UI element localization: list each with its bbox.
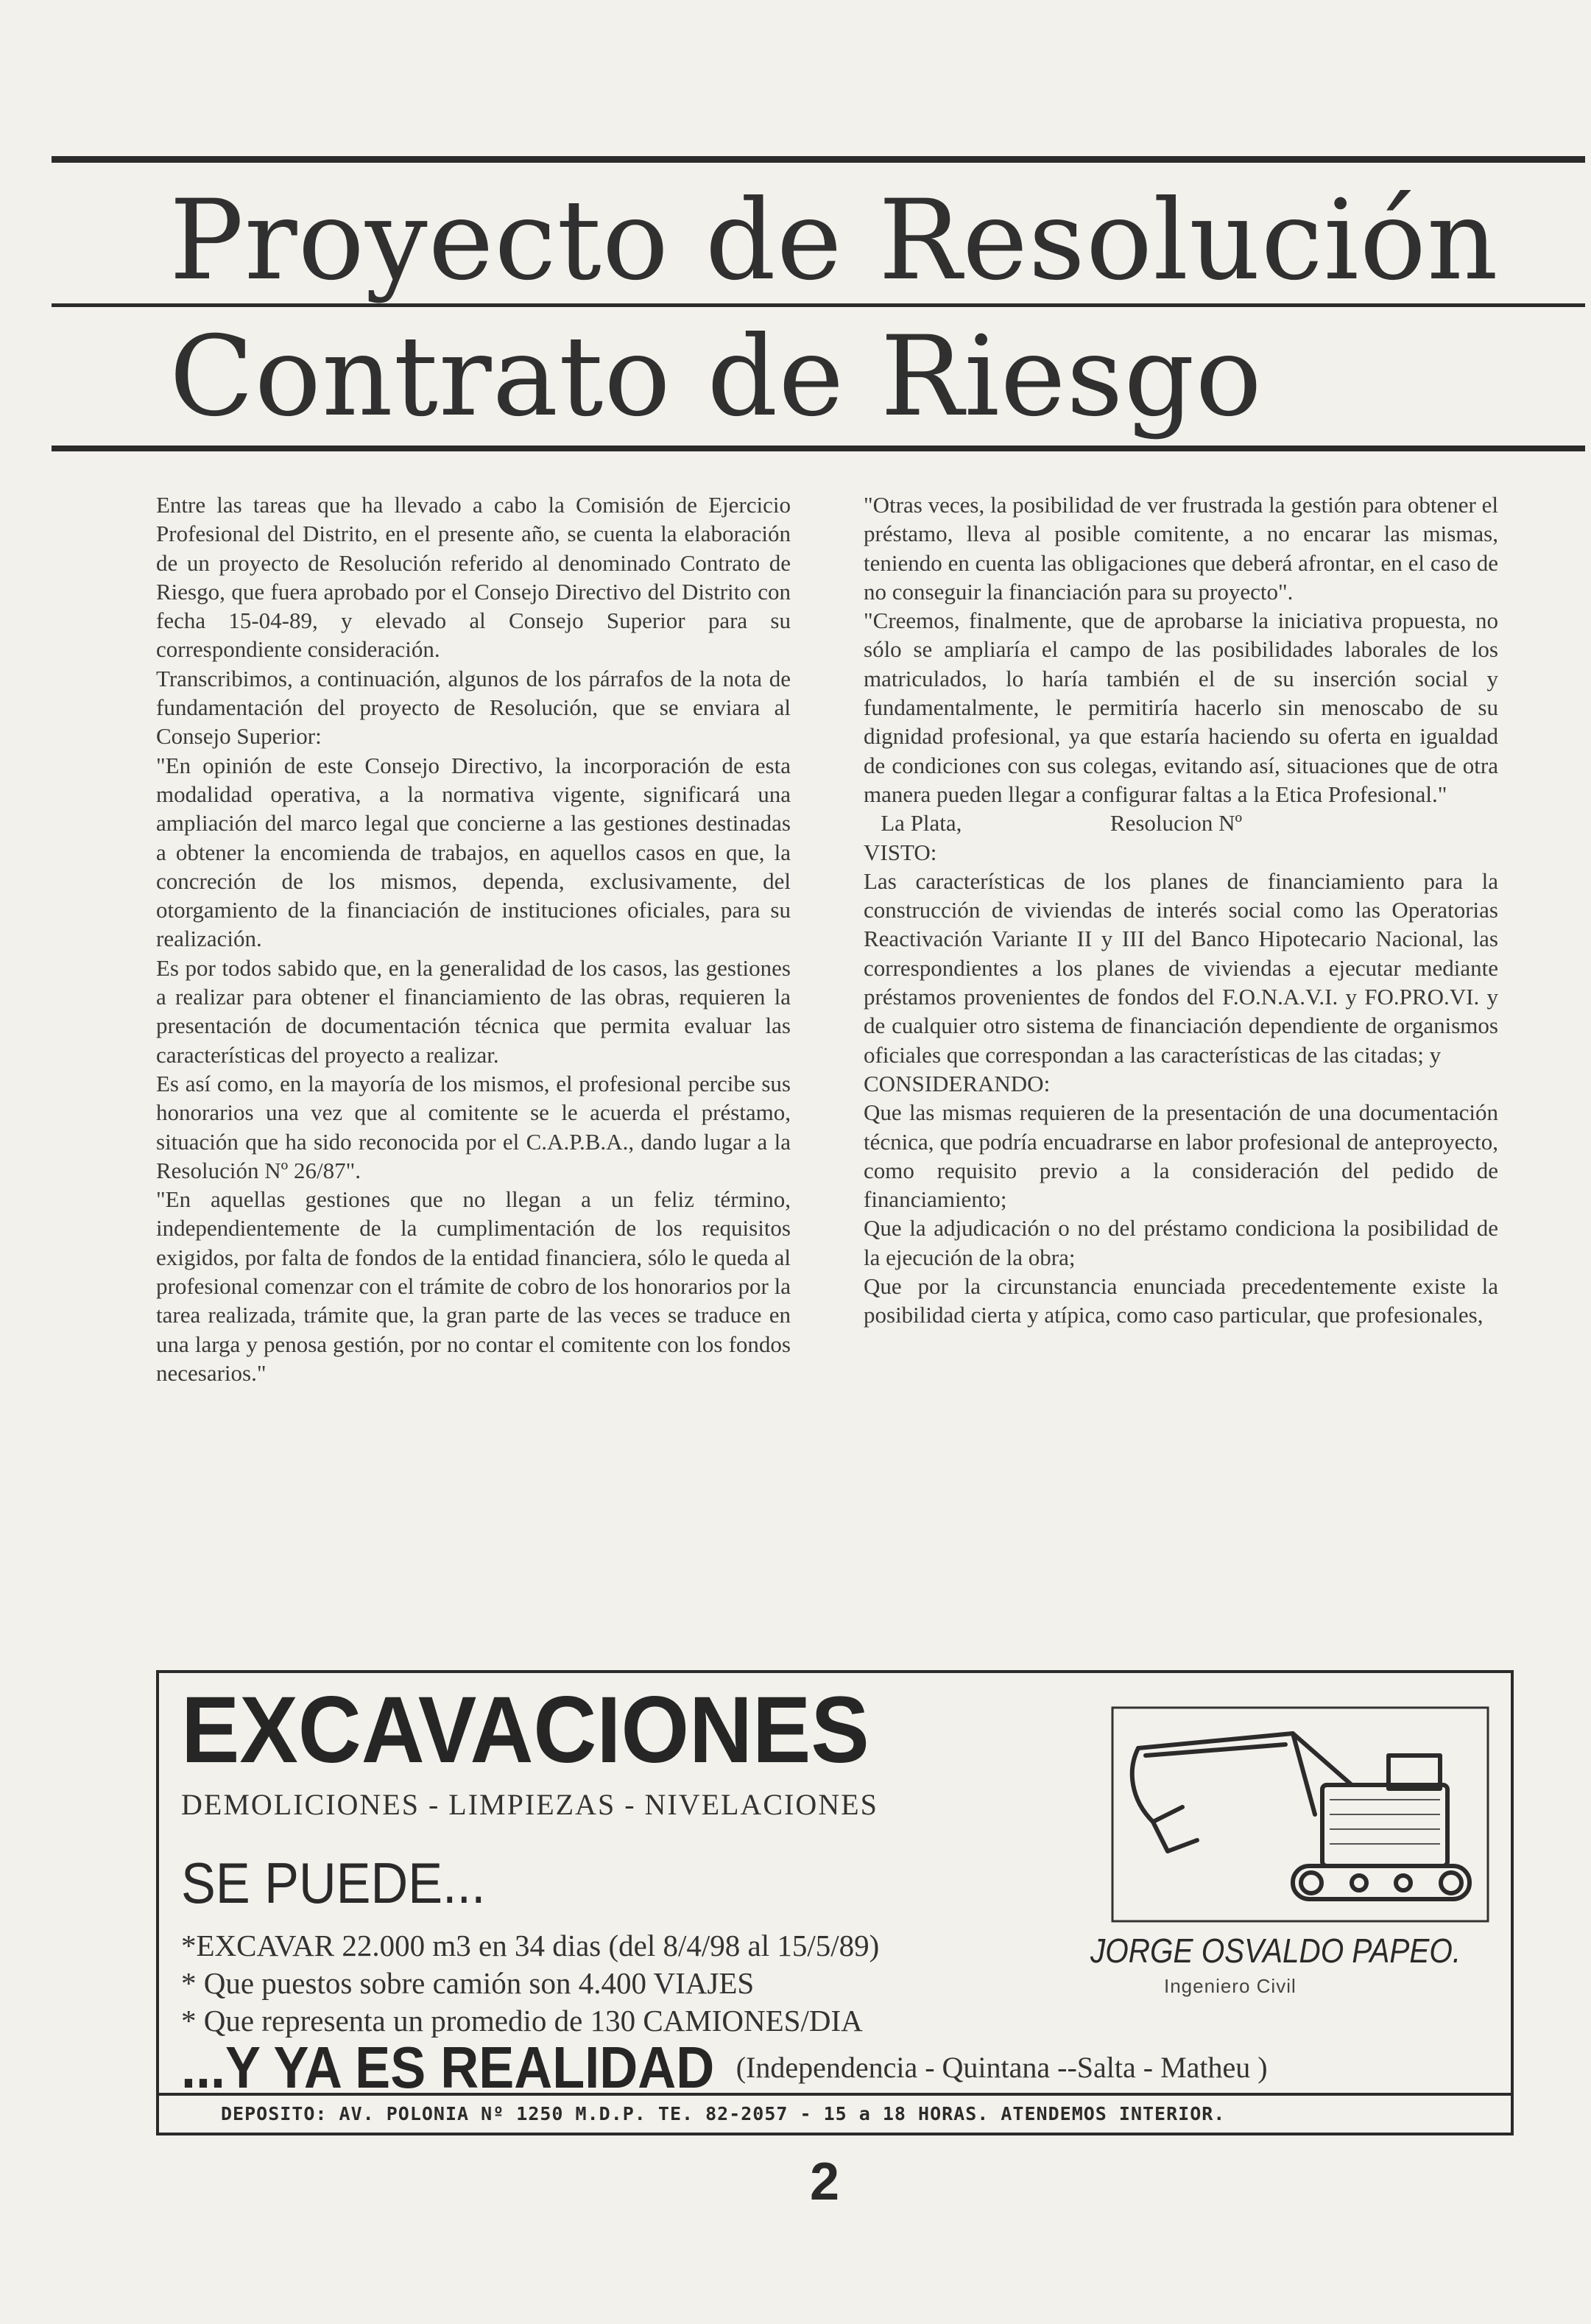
paragraph: Es así como, en la mayoría de los mismos, el profesional percibe sus honorarios una vez que al comitente se le acuerda el préstamo, situación que ha sido reconocida por el C.A.P.B.A., dando lugar a la Resolución Nº 26/87". bbox=[156, 1070, 791, 1183]
ad-claims bbox=[181, 1927, 879, 2040]
page-title: Proyecto de Resolución bbox=[169, 177, 1499, 305]
page-number: 2 bbox=[810, 2152, 840, 2211]
paragraph: "En opinión de este Consejo Directivo, la incorporación de esta modalidad operativa, a la normativa vigente, significará una ampliación del marco legal que concierne a las gestiones destinadas a obtener la encomienda de trabajos, en aquellos casos en que, la concreción de los mismos, dependa, exclusivamente, del otorgamiento de la financiación de instituciones oficiales, para su realización. bbox=[156, 752, 791, 952]
ad-services: DEMOLICIONES - LIMPIEZAS - NIVELACIONES bbox=[181, 1788, 878, 1821]
paragraph: Que por la circunstancia enunciada precedentemente existe la posibilidad cierta y atípica, como caso particular, que profesionales, bbox=[864, 1273, 1498, 1328]
article-left-column bbox=[156, 490, 791, 1387]
ad-se-puede: SE PUEDE... bbox=[181, 1851, 486, 1915]
excavator-illustration bbox=[1109, 1704, 1492, 1925]
place-and-resolution-line: La Plata, Resolucion Nº bbox=[864, 810, 1243, 837]
section-heading-visto: VISTO: bbox=[864, 839, 937, 865]
ad-engineer-role: Ingeniero Civil bbox=[1164, 1975, 1297, 1997]
paragraph: Es por todos sabido que, en la generalidad de los casos, las gestiones a realizar para obtener el financiamiento de las obras, requieren la presentación de documentación técnica que permita evaluar las características del proyecto a realizar. bbox=[156, 954, 791, 1068]
excavaciones-ad bbox=[156, 1670, 1514, 2100]
ad-tagline: ...Y YA ES REALIDAD bbox=[181, 2035, 715, 2100]
ad-claim: *EXCAVAR 22.000 m3 en 34 dias (del 8/4/98 al 15/5/89) bbox=[181, 1929, 880, 1962]
paragraph: Las características de los planes de financiamiento para la construcción de viviendas de interés social como las Operatorias Reactivación Variante II y III del Banco Hipotecario Nacional, las correspondientes a los planes de viviendas a ejecutar mediante préstamos provenientes de fondos del F.O.N.A.V.I. y FO.PRO.VI. y de cualquier otro sistema de financiación dependiente de organismos oficiales que correspondan a las características de las citadas; y bbox=[864, 867, 1498, 1068]
ad-contact-bar: DEPOSITO: AV. POLONIA Nº 1250 M.D.P. TE. 82-2057 - 15 a 18 HORAS. ATENDEMOS INTERIOR. bbox=[156, 2096, 1514, 2135]
ad-footer-line bbox=[181, 2034, 1268, 2102]
paragraph: "En aquellas gestiones que no llegan a un feliz término, independientemente de la cumplimentación de los requisitos exigidos, por falta de fondos de la entidad financiera, sólo le queda al profesional comenzar con el trámite de cobro de los honorarios por la tarea realizada, trámite que, la gran parte de las veces se traduce en una larga y penosa gestión, por no contar el comitente con los fondos necesarios." bbox=[156, 1186, 791, 1386]
article-right-column bbox=[864, 490, 1498, 1330]
paragraph: "Creemos, finalmente, que de aprobarse la iniciativa propuesta, no sólo se ampliaría el campo de las posibilidades laborales de los matriculados, lo haría también el de su inserción social y fundamentalmente, le permitiría hacerlo sin menoscabo de su dignidad profesional, ya que estaría haciendo su oferta en igualdad de condiciones con sus colegas, evitando así, situaciones que de otra manera pueden llegar a configurar faltas a la Etica Profesional." bbox=[864, 608, 1498, 807]
ad-claim: * Que puestos sobre camión son 4.400 VIAJES bbox=[181, 1966, 755, 2000]
ad-engineer-name: JORGE OSVALDO PAPEO. bbox=[1090, 1932, 1461, 1970]
ad-claim: * Que representa un promedio de 130 CAMIONES/DIA bbox=[181, 2004, 863, 2038]
page-subtitle: Contrato de Riesgo bbox=[169, 313, 1263, 441]
paragraph: Que la adjudicación o no del préstamo condiciona la posibilidad de la ejecución de la obra; bbox=[864, 1215, 1498, 1270]
paragraph: Que las mismas requieren de la presentación de una documentación técnica, que podría encuadrarse en labor profesional de anteproyecto, como requisito previo a la consideración del pedido de financiamiento; bbox=[864, 1099, 1498, 1213]
top-rule bbox=[52, 156, 1585, 163]
ad-streets: (Independencia - Quintana --Salta - Matheu ) bbox=[735, 2051, 1268, 2084]
ad-headline: EXCAVACIONES bbox=[181, 1677, 869, 1783]
paragraph: Entre las tareas que ha llevado a cabo la Comisión de Ejercicio Profesional del Distrito, en el presente año, se cuenta la elaboración de un proyecto de Resolución referido al denominado Contrato de Riesgo, que fuera aprobado por el Consejo Directivo del Distrito con fecha 15-04-89, y elevado al Consejo Superior para su correspondiente consideración. bbox=[156, 492, 791, 663]
section-heading-considerando: CONSIDERANDO: bbox=[864, 1070, 1051, 1096]
bottom-rule bbox=[52, 446, 1585, 451]
paragraph: "Otras veces, la posibilidad de ver frustrada la gestión para obtener el préstamo, lleva al posible comitente, a no encarar las mismas, teniendo en cuenta las obligaciones que deberá afrontar, en el caso de no conseguir la financiación para su proyecto". bbox=[864, 492, 1498, 605]
paragraph: Transcribimos, a continuación, algunos de los párrafos de la nota de fundamentación del proyecto de Resolución, que se enviara al Consejo Superior: bbox=[156, 665, 791, 750]
